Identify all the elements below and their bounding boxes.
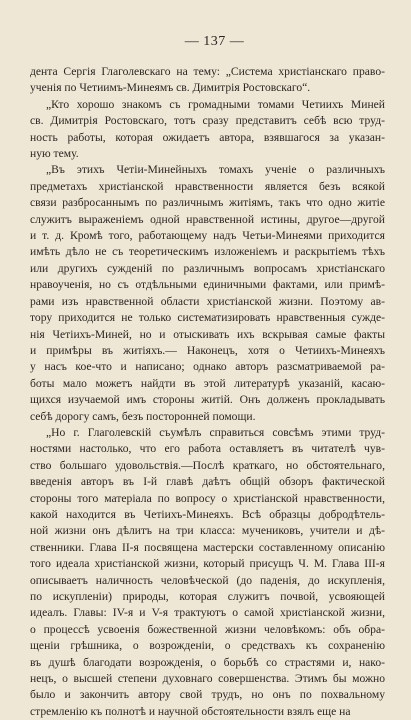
text-line: рами изъ нравственной области христіанской жизни. Поэтому ав-	[30, 294, 385, 308]
text-line: служитъ выраженіемъ одной нравственной истины, другое—другой	[30, 212, 385, 226]
paragraph	[30, 64, 385, 97]
text-line: по искупленіи) природы, которая служитъ почвой, усвояющей	[30, 590, 385, 603]
text-line: предметахъ христіанской нравственности является безъ всякой	[30, 179, 385, 193]
text-line: того идеала христіанской жизни, который присущъ Ч. М. Глава III-я	[30, 557, 385, 571]
text-line: нецъ, о высшей степени духовнаго совершенства. Этимъ бы можно	[30, 672, 385, 686]
text-line: ственники. Глава II-я посвящена мастерски составленному описанію	[30, 540, 385, 554]
text-line: имѣть дѣло не съ теоретическимъ изложеніемъ и раскрытіемъ тѣхъ	[30, 245, 385, 259]
text-line: ность работы, которая ожидаетъ автора, взявшагося за указан-	[30, 130, 385, 144]
text-line: или другихъ сужденій по различнымъ вопросамъ христіанскаго	[30, 261, 385, 275]
text-line: связи разбросаннымъ по различнымъ житіямъ, такъ что одно житіе	[30, 196, 385, 210]
text-line: ностями настолько, что его работа оставляетъ въ читателѣ чув-	[30, 442, 385, 456]
text-line: дента Сергія Глаголевскаго на тему: „Система христіанскаго право-	[30, 65, 385, 78]
text-line: щихся изучаемой имъ стороны житій. Онъ долженъ прокладывать	[30, 393, 385, 407]
text-line: у насъ кое-что и написано; однако авторъ разсматриваемой ра-	[30, 360, 385, 374]
text-line: въ душѣ благодати возрожденія, о борьбѣ со страстями и, нако-	[30, 655, 385, 669]
text-line: боты мало можетъ найдти въ этой литературѣ указаній, касаю-	[30, 376, 385, 390]
paragraph	[30, 425, 385, 720]
page-number: — 137 —	[184, 34, 245, 49]
text-line: ной жизни онъ дѣлитъ на три класса: мучениковъ, учители и дѣ-	[30, 524, 385, 538]
text-line: „Но г. Глаголевскій съумѣлъ справиться совсѣмъ этими труд-	[46, 425, 385, 439]
text-line: стороны того матеріала по вопросу о христіанской нравственности,	[30, 491, 385, 505]
text-line: какой находится въ Четіихъ-Минеяхъ. Всѣ образцы добродѣтель-	[30, 507, 385, 521]
text-line: стремленію къ полнотѣ и научной обстоятельности взялъ еще на	[30, 704, 351, 718]
text-line: описываетъ наличность человѣческой (до паденія, до искупленія,	[30, 573, 385, 587]
text-line: тору приходится не только систематизировать нравственныя сужде-	[30, 311, 385, 325]
text-line: себѣ дорогу самъ, безъ посторонней помощи.	[30, 409, 256, 423]
text-line: идеалъ. Главы: IV-я и V-я трактуютъ о самой христіанской жизни,	[30, 606, 385, 620]
text-line: ученія по Четиимъ-Минеямъ св. Димитрія Ростовскаго“.	[30, 81, 311, 95]
text-body	[30, 64, 385, 720]
paragraph	[30, 97, 385, 163]
text-line: введенія авторъ въ I-й главѣ даѣтъ общій обзоръ фактической	[30, 475, 385, 489]
text-line: св. Димитрія Ростовскаго, тотъ сразу представитъ себѣ всю труд-	[30, 114, 385, 128]
text-line: нравоученія, но съ отдѣльными единичными фактами, или примѣ-	[30, 278, 385, 292]
text-line: о процессѣ усвоенія божественной жизни человѣкомъ: объ обра-	[30, 622, 385, 636]
text-line: „Кто хорошо знакомъ съ громадными томами Четиихъ Миней	[46, 97, 385, 111]
text-line: и т. д. Кромѣ того, работающему надъ Четьи-Минеями приходится	[30, 229, 385, 243]
text-line: ство большаго удовольствія.—Послѣ краткаго, но обстоятельнаго,	[30, 458, 385, 472]
text-line: ную тему.	[30, 147, 79, 161]
text-line: и примѣры въ житіяхъ.— Наконецъ, хотя о Четиихъ-Минеяхъ	[30, 343, 385, 357]
paragraph	[30, 162, 385, 425]
text-line: нія Четіихъ-Миней, но и отыскивать ихъ вскрывая самые факты	[30, 327, 385, 341]
text-line: было и закончить автору свой трудъ, но онъ по похвальному	[30, 688, 385, 702]
text-line: „Въ этихъ Четіи-Минейныхъ томахъ ученіе о различныхъ	[46, 163, 385, 177]
text-line: щеніи грѣшника, о возрожденіи, о средствахъ къ сохраненію	[30, 639, 385, 653]
